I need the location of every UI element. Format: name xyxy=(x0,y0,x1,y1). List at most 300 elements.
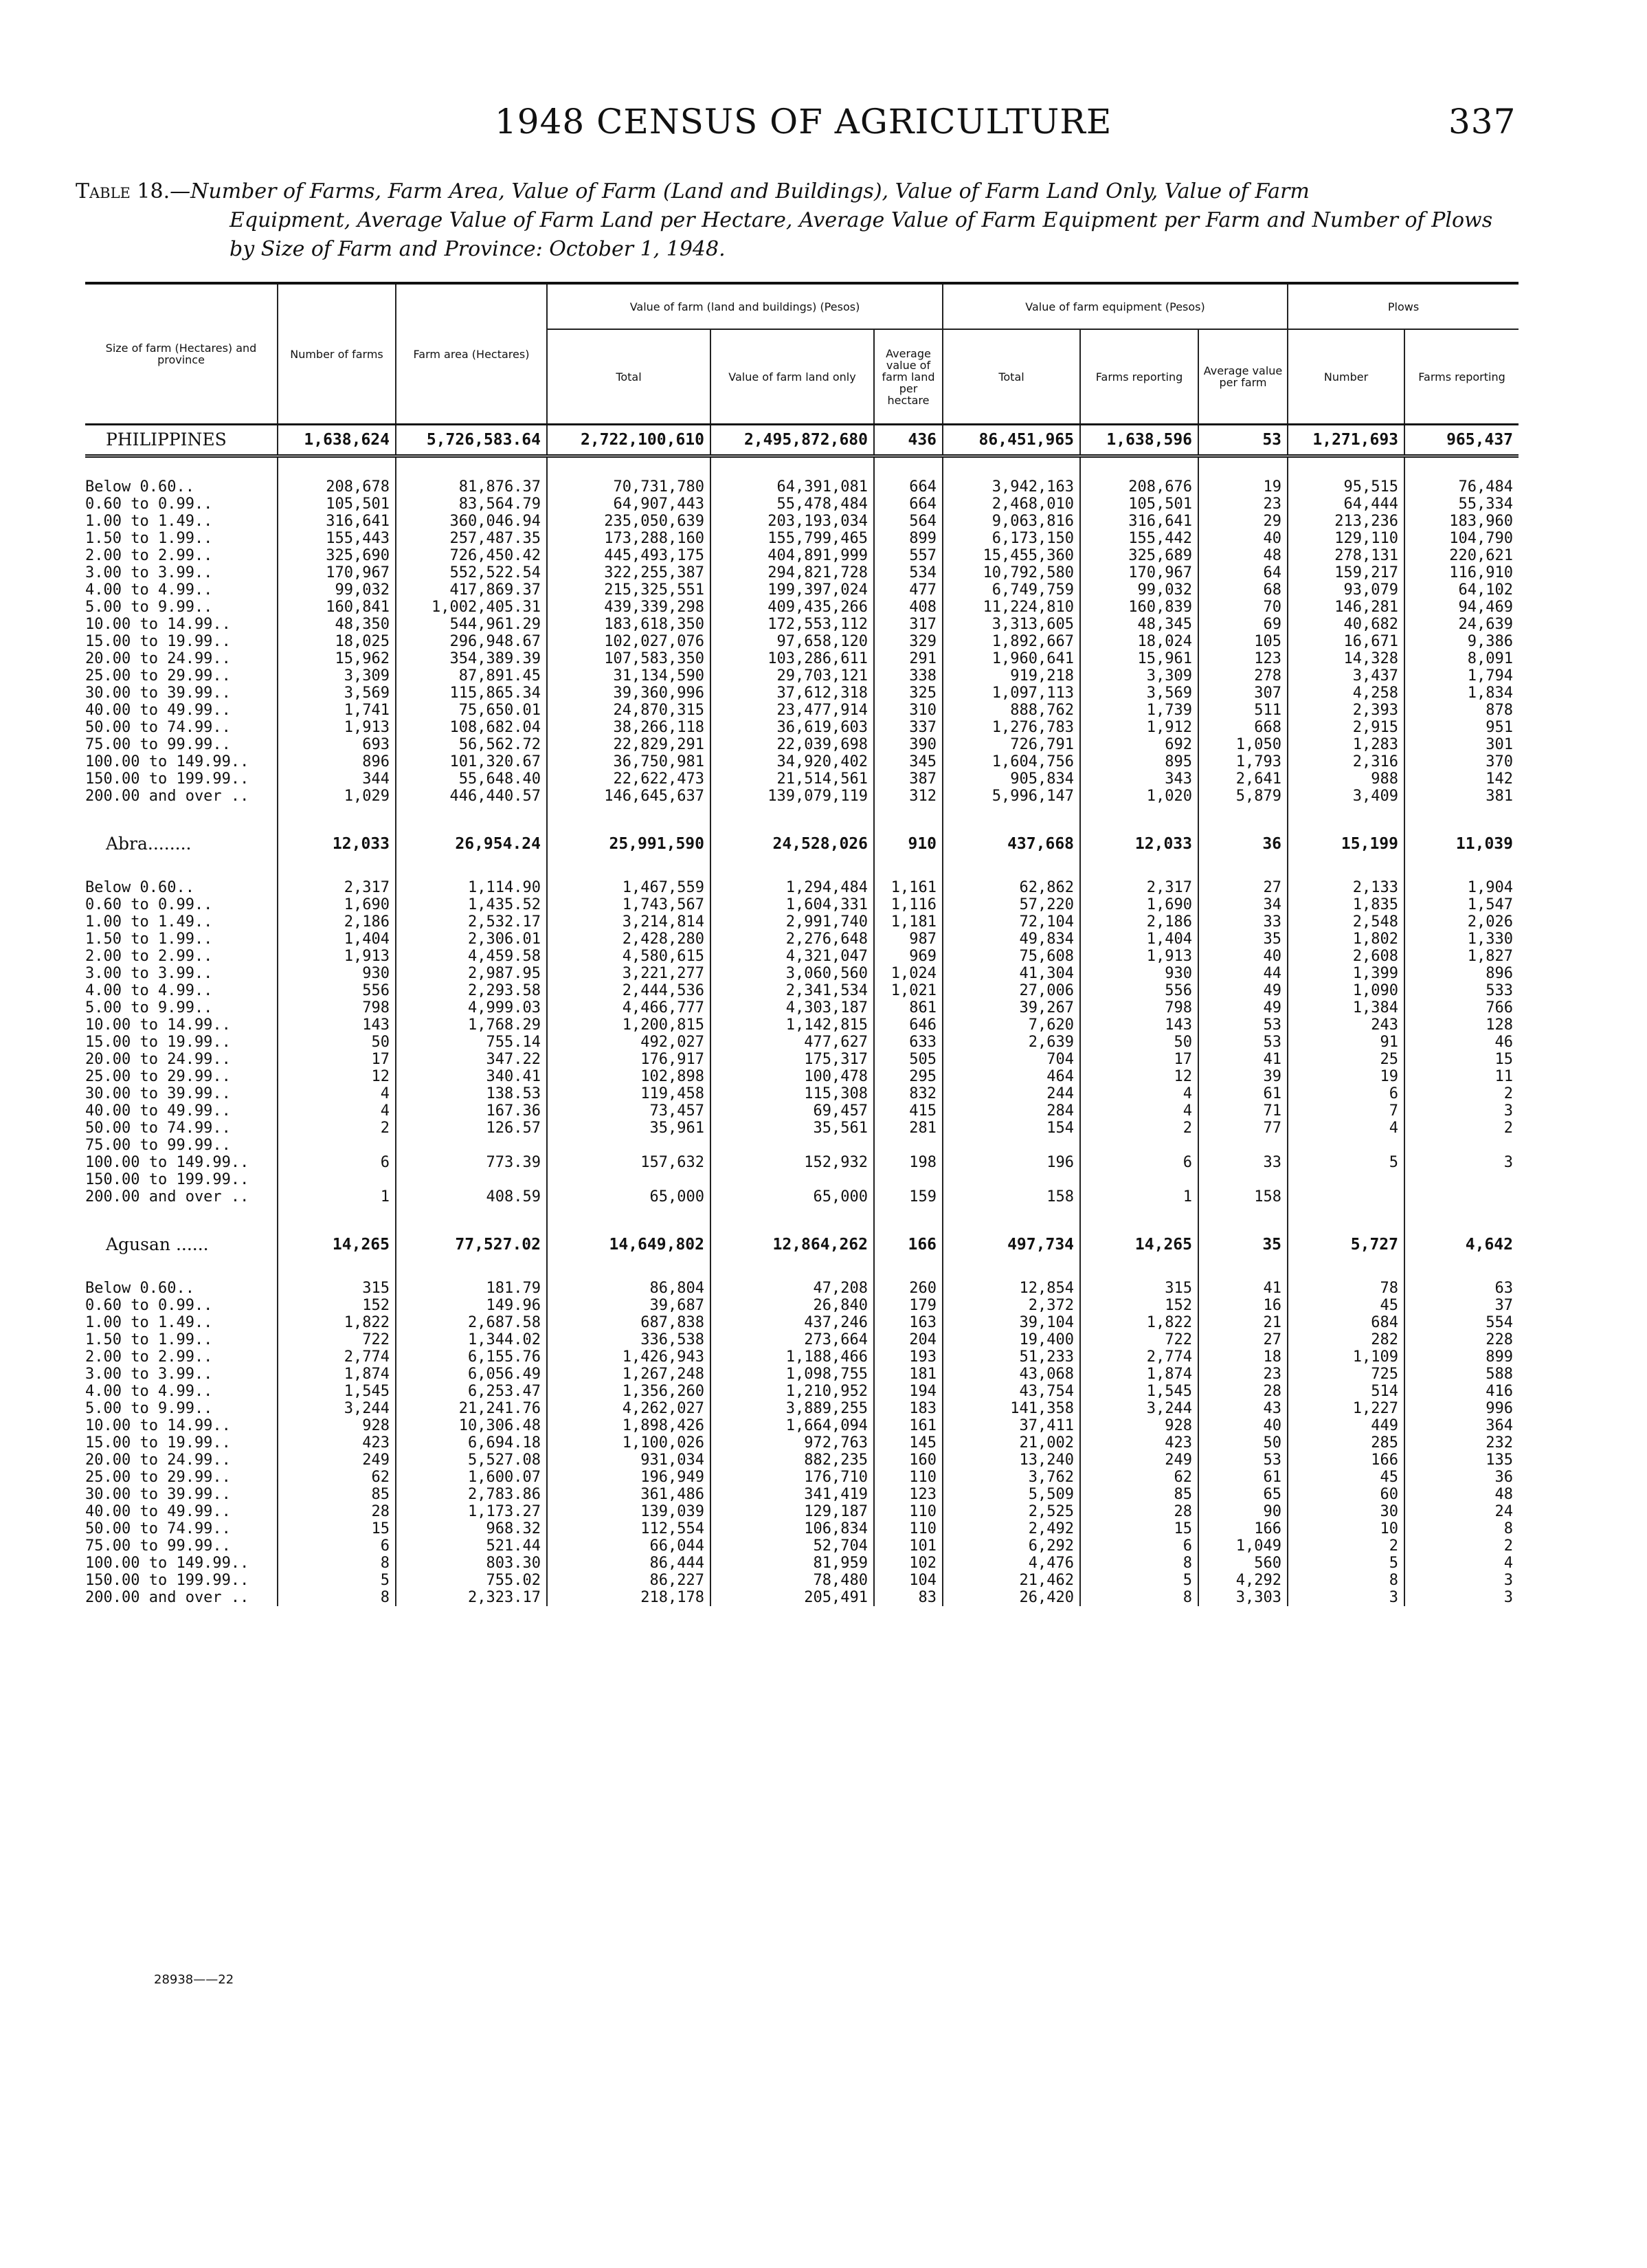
cell-number-of-farms: 143 xyxy=(278,1016,396,1034)
cell-plows-farms-reporting: 533 xyxy=(1404,982,1519,999)
cell-number-of-farms: 85 xyxy=(278,1486,396,1503)
size-class-row xyxy=(85,496,1519,513)
cell-size-or-province: 75.00 to 99.99.. xyxy=(85,1537,231,1555)
cell-avg-value-land: 161 xyxy=(874,1417,943,1434)
cell-equip-avg-value: 33 xyxy=(1198,1154,1288,1171)
cell-size-or-province: 15.00 to 19.99.. xyxy=(85,633,231,650)
size-class-row xyxy=(85,1589,1519,1606)
size-class-row xyxy=(85,788,1519,805)
cell-number-of-farms: 2,186 xyxy=(278,913,396,931)
cell-equip-avg-value: 36 xyxy=(1198,830,1288,858)
cell-plows-farms-reporting: 94,469 xyxy=(1404,599,1519,616)
cell-value-land-only: 4,303,187 xyxy=(710,999,874,1016)
cell-value-total: 36,750,981 xyxy=(547,753,710,770)
cell-farm-area: 521.44 xyxy=(396,1537,547,1555)
cell-equip-farms-reporting: 343 xyxy=(1080,770,1198,788)
cell-equip-farms-reporting: 325,689 xyxy=(1080,547,1198,564)
cell-plows-number xyxy=(1288,1171,1404,1188)
cell-equip-total: 12,854 xyxy=(943,1280,1080,1297)
cell-avg-value-land: 198 xyxy=(874,1154,943,1171)
cell-plows-number: 1,399 xyxy=(1288,965,1404,982)
cell-value-total: 31,134,590 xyxy=(547,667,710,685)
cell-value-land-only: 139,079,119 xyxy=(710,788,874,805)
cell-equip-avg-value: 68 xyxy=(1198,581,1288,599)
caption-text: —Number of Farms, Farm Area, Value of Farm (Land and Buildings), Value of Farm Land Only, Value of Farm xyxy=(170,179,1310,203)
cell-equip-farms-reporting: 928 xyxy=(1080,1417,1198,1434)
cell-value-total: 38,266,118 xyxy=(547,719,710,736)
cell-avg-value-land: 987 xyxy=(874,931,943,948)
cell-plows-number: 30 xyxy=(1288,1503,1404,1520)
cell-avg-value-land: 633 xyxy=(874,1034,943,1051)
size-class-row xyxy=(85,965,1519,982)
cell-avg-value-land: 534 xyxy=(874,564,943,581)
cell-number-of-farms: 12,033 xyxy=(278,830,396,858)
cell-equip-total xyxy=(943,1137,1080,1154)
province-total-row xyxy=(85,425,1519,456)
cell-plows-number xyxy=(1288,1137,1404,1154)
cell-equip-farms-reporting: 930 xyxy=(1080,965,1198,982)
cell-plows-farms-reporting: 24 xyxy=(1404,1503,1519,1520)
cell-number-of-farms: 2,317 xyxy=(278,879,396,896)
cell-equip-avg-value: 61 xyxy=(1198,1469,1288,1486)
cell-value-land-only: 36,619,603 xyxy=(710,719,874,736)
cell-plows-farms-reporting: 896 xyxy=(1404,965,1519,982)
cell-size-or-province: 200.00 and over .. xyxy=(85,1589,249,1606)
cell-value-total: 322,255,387 xyxy=(547,564,710,581)
cell-plows-number: 2,393 xyxy=(1288,702,1404,719)
cell-equip-total: 39,104 xyxy=(943,1314,1080,1331)
cell-value-total: 176,917 xyxy=(547,1051,710,1068)
cell-equip-farms-reporting: 2,774 xyxy=(1080,1348,1198,1366)
cell-equip-avg-value: 158 xyxy=(1198,1188,1288,1205)
cell-equip-farms-reporting: 17 xyxy=(1080,1051,1198,1068)
cell-avg-value-land: 1,021 xyxy=(874,982,943,999)
cell-equip-farms-reporting: 50 xyxy=(1080,1034,1198,1051)
cell-value-land-only: 81,959 xyxy=(710,1555,874,1572)
cell-number-of-farms: 5 xyxy=(278,1572,396,1589)
cell-avg-value-land: 664 xyxy=(874,496,943,513)
cell-equip-avg-value: 511 xyxy=(1198,702,1288,719)
cell-size-or-province: 1.50 to 1.99.. xyxy=(85,1331,213,1348)
cell-value-land-only: 65,000 xyxy=(710,1188,874,1205)
cell-equip-total xyxy=(943,1171,1080,1188)
cell-equip-avg-value: 21 xyxy=(1198,1314,1288,1331)
cell-farm-area: 968.32 xyxy=(396,1520,547,1537)
cell-value-total: 39,687 xyxy=(547,1297,710,1314)
cell-equip-total: 1,960,641 xyxy=(943,650,1080,667)
cell-avg-value-land: 295 xyxy=(874,1068,943,1085)
cell-number-of-farms: 930 xyxy=(278,965,396,982)
cell-equip-avg-value: 43 xyxy=(1198,1400,1288,1417)
cell-number-of-farms: 48,350 xyxy=(278,616,396,633)
cell-equip-farms-reporting: 1,874 xyxy=(1080,1366,1198,1383)
cell-number-of-farms: 105,501 xyxy=(278,496,396,513)
cell-equip-avg-value: 71 xyxy=(1198,1102,1288,1120)
cell-plows-number: 93,079 xyxy=(1288,581,1404,599)
cell-equip-total: 5,996,147 xyxy=(943,788,1080,805)
size-class-row xyxy=(85,736,1519,753)
cell-plows-farms-reporting: 8,091 xyxy=(1404,650,1519,667)
cell-avg-value-land: 110 xyxy=(874,1503,943,1520)
size-class-row xyxy=(85,982,1519,999)
size-class-row xyxy=(85,1034,1519,1051)
cell-value-total: 445,493,175 xyxy=(547,547,710,564)
cell-size-or-province: 3.00 to 3.99.. xyxy=(85,564,213,581)
cell-size-or-province: PHILIPPINES xyxy=(85,425,278,456)
cell-value-land-only: 176,710 xyxy=(710,1469,874,1486)
cell-equip-farms-reporting: 208,676 xyxy=(1080,478,1198,496)
header-equip-total: Total xyxy=(943,329,1080,425)
cell-equip-avg-value: 29 xyxy=(1198,513,1288,530)
cell-value-total: 65,000 xyxy=(547,1188,710,1205)
cell-plows-number: 10 xyxy=(1288,1520,1404,1537)
cell-plows-number: 5 xyxy=(1288,1154,1404,1171)
cell-equip-farms-reporting: 12 xyxy=(1080,1068,1198,1085)
cell-plows-farms-reporting: 1,827 xyxy=(1404,948,1519,965)
cell-plows-farms-reporting: 301 xyxy=(1404,736,1519,753)
cell-value-total: 86,444 xyxy=(547,1555,710,1572)
cell-equip-farms-reporting: 1,404 xyxy=(1080,931,1198,948)
size-class-row xyxy=(85,547,1519,564)
cell-plows-farms-reporting: 2 xyxy=(1404,1085,1519,1102)
cell-plows-farms-reporting: 878 xyxy=(1404,702,1519,719)
size-class-row xyxy=(85,633,1519,650)
cell-avg-value-land: 194 xyxy=(874,1383,943,1400)
header-avg-value-land: Average value of farm land per hectare xyxy=(874,329,943,425)
cell-equip-total: 244 xyxy=(943,1085,1080,1102)
cell-farm-area: 408.59 xyxy=(396,1188,547,1205)
cell-plows-number: 4,258 xyxy=(1288,685,1404,702)
cell-avg-value-land: 477 xyxy=(874,581,943,599)
cell-value-land-only: 203,193,034 xyxy=(710,513,874,530)
header-farm-area: Farm area (Hectares) xyxy=(396,283,547,425)
cell-plows-farms-reporting: 11 xyxy=(1404,1068,1519,1085)
cell-value-total: 107,583,350 xyxy=(547,650,710,667)
cell-plows-number: 5 xyxy=(1288,1555,1404,1572)
cell-equip-total: 2,639 xyxy=(943,1034,1080,1051)
size-class-row xyxy=(85,1085,1519,1102)
cell-farm-area: 360,046.94 xyxy=(396,513,547,530)
cell-farm-area: 87,891.45 xyxy=(396,667,547,685)
spacer-row xyxy=(85,1259,1519,1280)
size-class-row xyxy=(85,1314,1519,1331)
cell-plows-number: 1,227 xyxy=(1288,1400,1404,1417)
cell-equip-farms-reporting: 5 xyxy=(1080,1572,1198,1589)
cell-avg-value-land: 181 xyxy=(874,1366,943,1383)
size-class-row xyxy=(85,1280,1519,1297)
cell-number-of-farms: 1,913 xyxy=(278,948,396,965)
cell-size-or-province: 30.00 to 39.99.. xyxy=(85,1085,231,1102)
cell-equip-farms-reporting: 2,317 xyxy=(1080,879,1198,896)
cell-value-total: 66,044 xyxy=(547,1537,710,1555)
cell-equip-total: 3,313,605 xyxy=(943,616,1080,633)
cell-equip-total: 2,468,010 xyxy=(943,496,1080,513)
cell-number-of-farms: 2,774 xyxy=(278,1348,396,1366)
cell-plows-number: 725 xyxy=(1288,1366,1404,1383)
cell-value-total: 22,622,473 xyxy=(547,770,710,788)
cell-equip-farms-reporting: 556 xyxy=(1080,982,1198,999)
cell-value-land-only: 69,457 xyxy=(710,1102,874,1120)
cell-number-of-farms: 170,967 xyxy=(278,564,396,581)
cell-size-or-province: 15.00 to 19.99.. xyxy=(85,1034,231,1051)
cell-farm-area: 55,648.40 xyxy=(396,770,547,788)
cell-value-land-only: 100,478 xyxy=(710,1068,874,1085)
cell-plows-number: 988 xyxy=(1288,770,1404,788)
cell-size-or-province: 1.00 to 1.49.. xyxy=(85,913,213,931)
cell-value-total: 1,898,426 xyxy=(547,1417,710,1434)
cell-size-or-province: 15.00 to 19.99.. xyxy=(85,1434,231,1452)
cell-size-or-province: 20.00 to 24.99.. xyxy=(85,1452,231,1469)
cell-value-land-only: 155,799,465 xyxy=(710,530,874,547)
cell-equip-total: 141,358 xyxy=(943,1400,1080,1417)
cell-number-of-farms: 155,443 xyxy=(278,530,396,547)
cell-value-total: 146,645,637 xyxy=(547,788,710,805)
cell-value-total: 215,325,551 xyxy=(547,581,710,599)
cell-size-or-province: 200.00 and over .. xyxy=(85,788,249,805)
cell-plows-number: 2,548 xyxy=(1288,913,1404,931)
cell-farm-area: 5,726,583.64 xyxy=(396,425,547,456)
cell-equip-total: 62,862 xyxy=(943,879,1080,896)
size-class-row xyxy=(85,1297,1519,1314)
cell-plows-farms-reporting: 135 xyxy=(1404,1452,1519,1469)
cell-number-of-farms: 325,690 xyxy=(278,547,396,564)
cell-farm-area: 1,344.02 xyxy=(396,1331,547,1348)
cell-plows-number: 16,671 xyxy=(1288,633,1404,650)
cell-plows-farms-reporting: 128 xyxy=(1404,1016,1519,1034)
cell-plows-number: 278,131 xyxy=(1288,547,1404,564)
cell-farm-area: 181.79 xyxy=(396,1280,547,1297)
cell-plows-number: 514 xyxy=(1288,1383,1404,1400)
cell-value-land-only: 409,435,266 xyxy=(710,599,874,616)
census-table xyxy=(85,282,1519,1606)
cell-number-of-farms: 4 xyxy=(278,1085,396,1102)
cell-number-of-farms: 1,638,624 xyxy=(278,425,396,456)
cell-avg-value-land: 861 xyxy=(874,999,943,1016)
cell-value-land-only: 2,991,740 xyxy=(710,913,874,931)
cell-equip-avg-value: 41 xyxy=(1198,1051,1288,1068)
cell-plows-farms-reporting: 1,904 xyxy=(1404,879,1519,896)
cell-farm-area: 4,999.03 xyxy=(396,999,547,1016)
cell-plows-farms-reporting: 381 xyxy=(1404,788,1519,805)
cell-avg-value-land: 159 xyxy=(874,1188,943,1205)
cell-equip-avg-value: 3,303 xyxy=(1198,1589,1288,1606)
cell-value-total: 183,618,350 xyxy=(547,616,710,633)
cell-value-total: 218,178 xyxy=(547,1589,710,1606)
cell-farm-area: 417,869.37 xyxy=(396,581,547,599)
cell-value-land-only: 106,834 xyxy=(710,1520,874,1537)
cell-equip-avg-value: 35 xyxy=(1198,1230,1288,1259)
size-class-row xyxy=(85,1400,1519,1417)
cell-avg-value-land: 310 xyxy=(874,702,943,719)
size-class-row xyxy=(85,1137,1519,1154)
cell-value-total: 173,288,160 xyxy=(547,530,710,547)
header-plows-farms: Farms reporting xyxy=(1404,329,1519,425)
cell-equip-avg-value: 105 xyxy=(1198,633,1288,650)
cell-equip-farms-reporting: 692 xyxy=(1080,736,1198,753)
cell-farm-area: 6,253.47 xyxy=(396,1383,547,1400)
cell-equip-farms-reporting: 1,690 xyxy=(1080,896,1198,913)
cell-number-of-farms: 50 xyxy=(278,1034,396,1051)
cell-equip-farms-reporting: 1,739 xyxy=(1080,702,1198,719)
cell-plows-farms-reporting: 8 xyxy=(1404,1520,1519,1537)
cell-value-land-only: 1,294,484 xyxy=(710,879,874,896)
cell-equip-farms-reporting: 99,032 xyxy=(1080,581,1198,599)
cell-equip-total: 1,604,756 xyxy=(943,753,1080,770)
cell-plows-farms-reporting: 899 xyxy=(1404,1348,1519,1366)
cell-equip-farms-reporting: 14,265 xyxy=(1080,1230,1198,1259)
cell-equip-avg-value: 53 xyxy=(1198,1452,1288,1469)
cell-value-total: 2,428,280 xyxy=(547,931,710,948)
cell-value-land-only: 2,341,534 xyxy=(710,982,874,999)
cell-plows-number: 4 xyxy=(1288,1120,1404,1137)
cell-equip-avg-value: 53 xyxy=(1198,1034,1288,1051)
cell-avg-value-land: 664 xyxy=(874,478,943,496)
cell-farm-area: 2,783.86 xyxy=(396,1486,547,1503)
cell-equip-total: 1,892,667 xyxy=(943,633,1080,650)
cell-value-land-only: 1,210,952 xyxy=(710,1383,874,1400)
cell-size-or-province: 20.00 to 24.99.. xyxy=(85,1051,231,1068)
cell-value-total: 1,200,815 xyxy=(547,1016,710,1034)
size-class-row xyxy=(85,1102,1519,1120)
cell-value-land-only: 3,889,255 xyxy=(710,1400,874,1417)
cell-equip-avg-value: 70 xyxy=(1198,599,1288,616)
cell-plows-farms-reporting: 951 xyxy=(1404,719,1519,736)
cell-equip-total: 1,276,783 xyxy=(943,719,1080,736)
cell-equip-farms-reporting: 1,545 xyxy=(1080,1383,1198,1400)
cell-value-land-only: 882,235 xyxy=(710,1452,874,1469)
cell-equip-avg-value: 560 xyxy=(1198,1555,1288,1572)
cell-plows-number: 166 xyxy=(1288,1452,1404,1469)
cell-farm-area: 2,687.58 xyxy=(396,1314,547,1331)
size-class-row xyxy=(85,513,1519,530)
cell-plows-number: 14,328 xyxy=(1288,650,1404,667)
cell-value-land-only: 175,317 xyxy=(710,1051,874,1068)
cell-equip-total: 905,834 xyxy=(943,770,1080,788)
running-title: 1948 CENSUS OF AGRICULTURE xyxy=(495,102,1112,142)
cell-value-total xyxy=(547,1171,710,1188)
cell-plows-number: 2 xyxy=(1288,1537,1404,1555)
cell-avg-value-land: 969 xyxy=(874,948,943,965)
size-class-row xyxy=(85,1051,1519,1068)
cell-avg-value-land: 345 xyxy=(874,753,943,770)
cell-farm-area xyxy=(396,1137,547,1154)
cell-number-of-farms: 556 xyxy=(278,982,396,999)
cell-avg-value-land: 1,161 xyxy=(874,879,943,896)
cell-equip-farms-reporting: 2,186 xyxy=(1080,913,1198,931)
size-class-row xyxy=(85,650,1519,667)
cell-number-of-farms: 208,678 xyxy=(278,478,396,496)
size-class-row xyxy=(85,1572,1519,1589)
cell-equip-avg-value: 69 xyxy=(1198,616,1288,633)
cell-farm-area: 5,527.08 xyxy=(396,1452,547,1469)
cell-plows-farms-reporting: 36 xyxy=(1404,1469,1519,1486)
size-class-row xyxy=(85,948,1519,965)
cell-number-of-farms: 722 xyxy=(278,1331,396,1348)
cell-number-of-farms: 15,962 xyxy=(278,650,396,667)
cell-plows-number: 19 xyxy=(1288,1068,1404,1085)
cell-equip-farms-reporting: 155,442 xyxy=(1080,530,1198,547)
cell-farm-area: 167.36 xyxy=(396,1102,547,1120)
cell-equip-total: 41,304 xyxy=(943,965,1080,982)
size-class-row xyxy=(85,1188,1519,1205)
header-plows-number: Number xyxy=(1288,329,1404,425)
spacer-row xyxy=(85,1205,1519,1230)
cell-number-of-farms: 798 xyxy=(278,999,396,1016)
cell-avg-value-land: 312 xyxy=(874,788,943,805)
cell-equip-farms-reporting: 8 xyxy=(1080,1589,1198,1606)
cell-plows-farms-reporting: 416 xyxy=(1404,1383,1519,1400)
cell-avg-value-land xyxy=(874,1171,943,1188)
cell-size-or-province: Abra........ xyxy=(106,834,192,854)
cell-value-land-only xyxy=(710,1137,874,1154)
cell-farm-area: 552,522.54 xyxy=(396,564,547,581)
cell-farm-area: 1,002,405.31 xyxy=(396,599,547,616)
cell-value-land-only: 97,658,120 xyxy=(710,633,874,650)
cell-equip-farms-reporting: 28 xyxy=(1080,1503,1198,1520)
cell-size-or-province: 0.60 to 0.99.. xyxy=(85,496,213,513)
cell-equip-avg-value: 166 xyxy=(1198,1520,1288,1537)
cell-value-total: 35,961 xyxy=(547,1120,710,1137)
cell-equip-total: 154 xyxy=(943,1120,1080,1137)
cell-plows-farms-reporting: 15 xyxy=(1404,1051,1519,1068)
cell-avg-value-land: 101 xyxy=(874,1537,943,1555)
cell-equip-total: 49,834 xyxy=(943,931,1080,948)
size-class-row xyxy=(85,1331,1519,1348)
cell-equip-total: 19,400 xyxy=(943,1331,1080,1348)
cell-value-land-only: 115,308 xyxy=(710,1085,874,1102)
size-class-row xyxy=(85,896,1519,913)
cell-plows-farms-reporting: 766 xyxy=(1404,999,1519,1016)
cell-equip-farms-reporting: 315 xyxy=(1080,1280,1198,1297)
cell-plows-number: 3,437 xyxy=(1288,667,1404,685)
cell-number-of-farms: 8 xyxy=(278,1555,396,1572)
cell-equip-farms-reporting: 423 xyxy=(1080,1434,1198,1452)
size-class-row xyxy=(85,1486,1519,1503)
cell-avg-value-land: 317 xyxy=(874,616,943,633)
cell-size-or-province: 5.00 to 9.99.. xyxy=(85,1400,213,1417)
cell-equip-farms-reporting: 1,020 xyxy=(1080,788,1198,805)
cell-farm-area: 2,532.17 xyxy=(396,913,547,931)
cell-farm-area: 75,650.01 xyxy=(396,702,547,719)
cell-equip-farms-reporting: 12,033 xyxy=(1080,830,1198,858)
cell-plows-number: 213,236 xyxy=(1288,513,1404,530)
cell-plows-number: 95,515 xyxy=(1288,478,1404,496)
cell-equip-avg-value: 40 xyxy=(1198,530,1288,547)
cell-farm-area: 773.39 xyxy=(396,1154,547,1171)
cell-value-total: 39,360,996 xyxy=(547,685,710,702)
cell-number-of-farms: 3,569 xyxy=(278,685,396,702)
cell-value-land-only: 437,246 xyxy=(710,1314,874,1331)
cell-value-land-only: 1,188,466 xyxy=(710,1348,874,1366)
cell-value-land-only: 152,932 xyxy=(710,1154,874,1171)
cell-number-of-farms: 1,874 xyxy=(278,1366,396,1383)
cell-plows-farms-reporting: 46 xyxy=(1404,1034,1519,1051)
cell-size-or-province: 2.00 to 2.99.. xyxy=(85,547,213,564)
cell-plows-number: 45 xyxy=(1288,1297,1404,1314)
cell-farm-area: 257,487.35 xyxy=(396,530,547,547)
cell-value-total: 1,100,026 xyxy=(547,1434,710,1452)
cell-equip-avg-value: 90 xyxy=(1198,1503,1288,1520)
cell-number-of-farms: 344 xyxy=(278,770,396,788)
cell-number-of-farms: 315 xyxy=(278,1280,396,1297)
cell-plows-number: 285 xyxy=(1288,1434,1404,1452)
cell-plows-number: 7 xyxy=(1288,1102,1404,1120)
cell-value-total: 1,743,567 xyxy=(547,896,710,913)
cell-equip-avg-value: 1,793 xyxy=(1198,753,1288,770)
cell-size-or-province: Below 0.60.. xyxy=(85,478,194,496)
cell-value-land-only: 1,604,331 xyxy=(710,896,874,913)
cell-number-of-farms: 6 xyxy=(278,1154,396,1171)
